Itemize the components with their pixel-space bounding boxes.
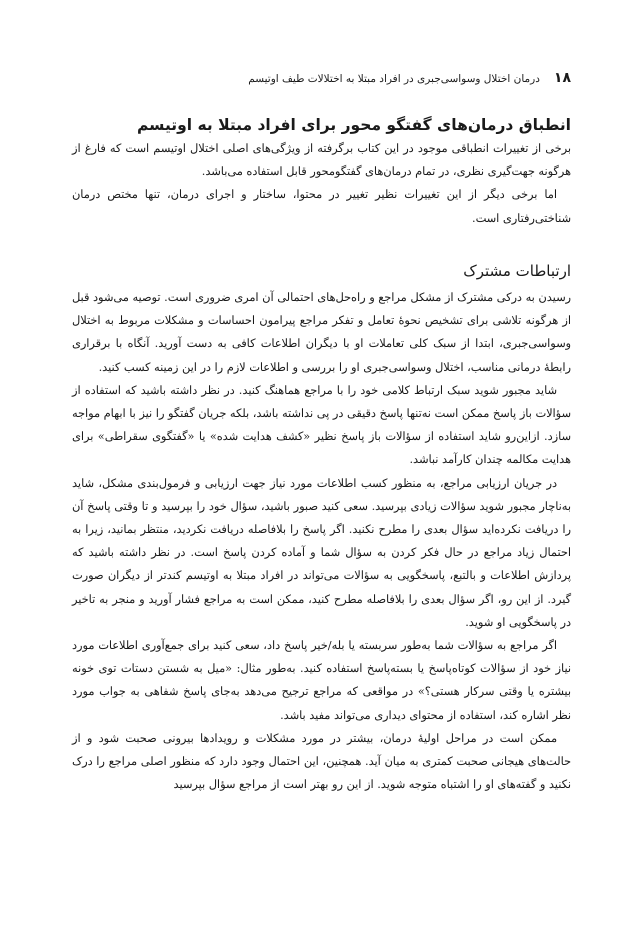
section-body [72, 137, 571, 230]
paragraph: ممکن است در مراحل اولیهٔ درمان، بیشتر در مورد مشکلات و رویدادها بیرونی صحبت شود و از حالت‌های هیجانی صحبت کمتری به میان آید. همچنین، این احتمال وجود دارد که منظور اصلی مراجع را درک نکنید و گفته‌های او را اشتباه متوجه شوید. از این رو بهتر است از مراجع سؤال بپرسید [72, 731, 571, 792]
subsection-body [72, 286, 571, 796]
subsection-title: ارتباطات مشترک [463, 262, 571, 280]
paragraph: اما برخی دیگر از این تغییرات نظیر تغییر در محتوا، ساختار و اجرای درمان، تنها مختص درمان شناختی‌رفتاری است. [72, 188, 571, 225]
paragraph: در جریان ارزیابی مراجع، به منظور کسب اطلاعات مورد نیاز جهت ارزیابی و فرمول‌بندی مشکل، شاید به‌ناچار مجبور شوید سؤالات زیادی بپرسید. سعی کنید صبور باشید، سؤال خود را بپرسید و تا وقتی پاسخ آن را دریافت نکرده‌اید سؤال بعدی را مطرح نکنید. اگر پاسخ را بلافاصله دریافت نکردید، منتظر بمانید، زیرا به احتمال زیاد مراجع در حال فکر کردن به سؤال شما و آماده کردن پاسخ است. در نظر داشته باشید که پردازش اطلاعات و بالتبع، پاسخگویی به سؤالات می‌تواند در افراد مبتلا به اوتیسم کندتر از دیگران صورت گیرد. از این رو، اگر سؤال بعدی را بلافاصله مطرح کنید، ممکن است به مراجع فشار آورید و منجر به تاخیر در پاسخگویی او شوید. [72, 476, 571, 629]
running-header [72, 70, 571, 86]
page-number: ۱۸ [553, 70, 571, 86]
paragraph: رسیدن به درکی مشترک از مشکل مراجع و راه‌حل‌های احتمالی آن امری ضروری است. توصیه می‌شود قبل از هرگونه تلاشی برای تشخیص نحوهٔ تعامل و تفکر مراجع پیرامون احساسات و مشکلات مربوط به اختلال وسواسی‌جبری، ابتدا از سبک کلی تعاملات او با دیگران اطلاعات کافی به دست آورید. آنگاه با برقراری رابطهٔ درمانی مناسب، اختلال وسواسی‌جبری او را بررسی و اطلاعات لازم را در این زمینه کسب کنید. [72, 291, 571, 374]
paragraph: برخی از تغییرات انطباقی موجود در این کتاب برگرفته از ویژگی‌های اصلی اختلال اوتیسم است که فارغ از هرگونه جهت‌گیری نظری، در تمام درمان‌های گفتگومحور قابل استفاده می‌باشد. [72, 142, 571, 179]
paragraph: شاید مجبور شوید سبک ارتباط کلامی خود را با مراجع هماهنگ کنید. در نظر داشته باشید که استفاده از سؤالات باز پاسخ ممکن است نه‌تنها پاسخ دقیقی در پی نداشته باشد، بلکه جریان گفتگو را نیز با ابهام مواجه سازد. ازاین‌رو شاید استفاده از سؤالات باز پاسخ نظیر «کشف هدایت شده» یا «گفتگوی سقراطی» برای هدایت مکالمه چندان کارآمد نباشد. [72, 383, 571, 467]
paragraph: اگر مراجع به سؤالات شما به‌طور سربسته یا بله/خیر پاسخ داد، سعی کنید برای جمع‌آوری اطلاعات مورد نیاز خود از سؤالات کوتاه‌پاسخ یا بسته‌پاسخ استفاده کنید. به‌طور مثال: «میل به شستن دستات توی خونه بیشتره یا وقتی سرکار هستی؟» در مواقعی که مراجع ترجیح می‌دهد به‌جای پاسخ شفاهی به جواب مورد نظر اشاره کند، استفاده از محتوای دیداری می‌تواند مفید باشد. [72, 639, 571, 722]
section-title: انطباق درمان‌های گفتگو محور برای افراد مبتلا به اوتیسم [137, 116, 571, 134]
running-title: درمان اختلال وسواسی‌جبری در افراد مبتلا به اختلالات طیف اوتیسم [248, 73, 540, 85]
